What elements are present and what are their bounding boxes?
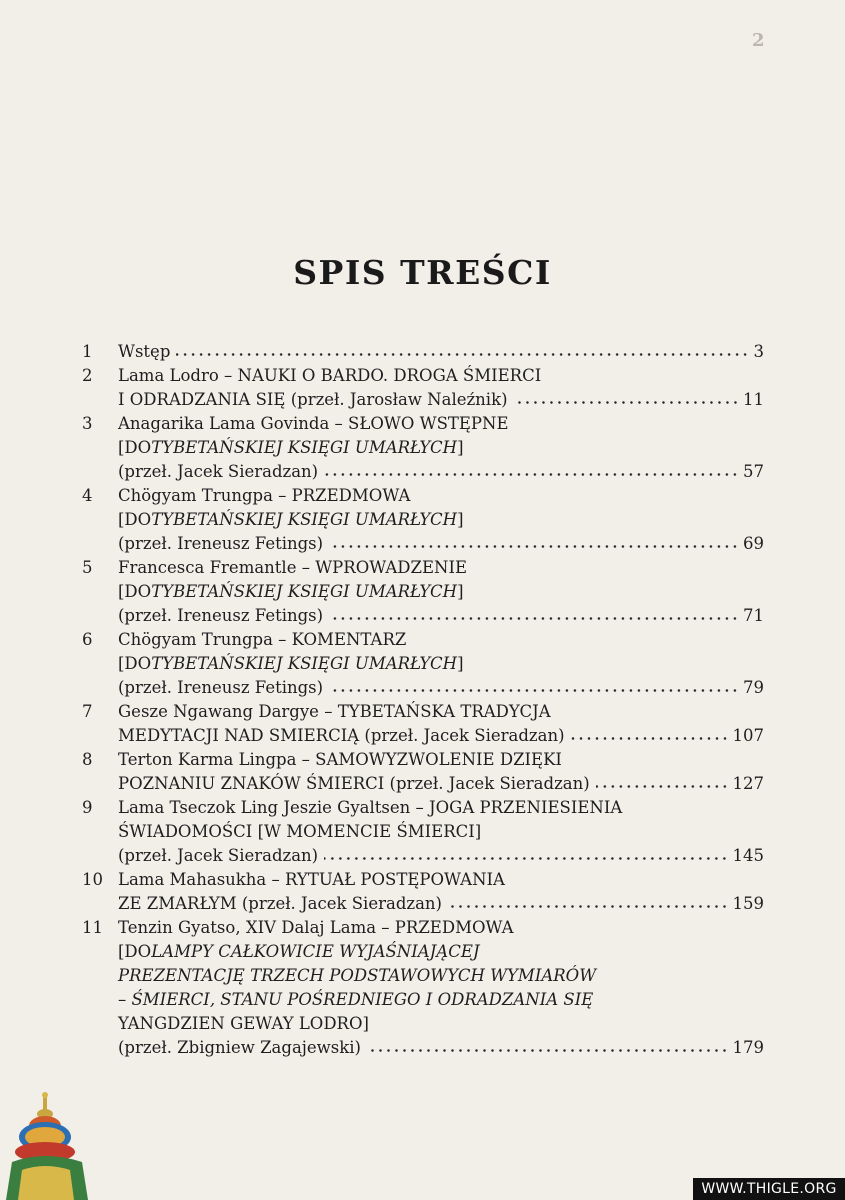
- toc-entry-line: [118, 580, 764, 604]
- toc-line-text: (przeł. Ireneusz Fetings): [118, 606, 324, 625]
- toc-entry: [82, 796, 764, 868]
- toc-italic-title: TYBETAŃSKIEJ KSIĘGI UMARŁYCH: [151, 510, 458, 529]
- toc-entry-line: [118, 892, 764, 916]
- toc-entry-text: [118, 364, 764, 412]
- toc-line-text: Lama Tseczok Ling Jeszie Gyaltsen – JOGA PRZENIESIENIA: [118, 798, 623, 817]
- toc-page-number: 107: [732, 726, 764, 745]
- toc-line-text: Tenzin Gyatso, XIV Dalaj Lama – PRZEDMOWA: [118, 918, 514, 937]
- toc-page-number: 57: [743, 462, 764, 481]
- dot-leader: [329, 688, 739, 693]
- toc-entry-line: [118, 964, 764, 988]
- toc-entry-line: [118, 796, 764, 820]
- toc-entry: [82, 556, 764, 628]
- toc-italic-title: TYBETAŃSKIEJ KSIĘGI UMARŁYCH: [151, 438, 458, 457]
- toc-entry: [82, 412, 764, 484]
- toc-entry-line: [118, 556, 764, 580]
- toc-entry-text: [118, 340, 764, 364]
- toc-italic-title: TYBETAŃSKIEJ KSIĘGI UMARŁYCH: [151, 582, 458, 601]
- dot-leader: [176, 352, 749, 357]
- toc-line-text: (przeł. Zbigniew Zagajewski): [118, 1038, 361, 1057]
- toc-entry-line: [118, 1012, 764, 1036]
- toc-page-number: 159: [732, 894, 764, 913]
- dot-leader: [324, 472, 739, 477]
- dot-leader: [367, 1048, 729, 1053]
- toc-line-text: Francesca Fremantle – WPROWADZENIE: [118, 558, 468, 577]
- toc-line-text: (przeł. Ireneusz Fetings): [118, 678, 324, 697]
- toc-entry-line: [118, 508, 764, 532]
- dot-leader: [514, 400, 739, 405]
- toc-entry-line: [118, 940, 764, 964]
- toc-entry-number: 4: [82, 486, 93, 505]
- toc-line-text: ŚWIADOMOŚCI [W MOMENCIE ŚMIERCI]: [118, 822, 482, 841]
- toc-line-text: ]: [457, 510, 464, 529]
- toc-entry: [82, 340, 764, 364]
- toc-line-text: [DO: [118, 942, 152, 961]
- toc-line-text: [DO: [118, 582, 152, 601]
- toc-entry-text: [118, 748, 764, 796]
- toc-entry: [82, 628, 764, 700]
- toc-line-text: Chögyam Trungpa – KOMENTARZ: [118, 630, 407, 649]
- toc-entry-line: [118, 820, 764, 844]
- toc-line-text: Terton Karma Lingpa – SAMOWYZWOLENIE DZIĘKI: [118, 750, 562, 769]
- toc-page-number: 79: [743, 678, 764, 697]
- page-title: SPIS TREŚCI: [293, 253, 552, 292]
- table-of-contents: [82, 340, 764, 1060]
- toc-entry-line: [118, 340, 764, 364]
- dot-leader: [329, 616, 739, 621]
- toc-entry-number: 1: [82, 342, 93, 361]
- toc-entry: [82, 700, 764, 748]
- toc-entry-line: [118, 748, 764, 772]
- toc-page-number: 3: [753, 342, 764, 361]
- dot-leader: [448, 904, 729, 909]
- toc-entry-number: 8: [82, 750, 93, 769]
- toc-line-text: ]: [457, 582, 464, 601]
- toc-line-text: ZE ZMARŁYM (przeł. Jacek Sieradzan): [118, 894, 442, 913]
- toc-line-text: [DO: [118, 438, 152, 457]
- toc-page-number: 127: [732, 774, 764, 793]
- toc-entry-number: 5: [82, 558, 93, 577]
- dot-leader: [324, 856, 728, 861]
- toc-italic-title: TYBETAŃSKIEJ KSIĘGI UMARŁYCH: [151, 654, 458, 673]
- toc-entry-text: [118, 628, 764, 700]
- toc-line-text: Chögyam Trungpa – PRZEDMOWA: [118, 486, 411, 505]
- toc-entry-text: [118, 412, 764, 484]
- toc-page-number: 71: [743, 606, 764, 625]
- toc-entry-number: 2: [82, 366, 93, 385]
- toc-line-text: ]: [457, 654, 464, 673]
- toc-line-text: [DO: [118, 654, 152, 673]
- toc-entry-text: [118, 556, 764, 628]
- toc-entry-number: 9: [82, 798, 93, 817]
- toc-entry-line: [118, 652, 764, 676]
- dot-leader: [329, 544, 739, 549]
- toc-line-text: (przeł. Jacek Sieradzan): [118, 462, 319, 481]
- toc-italic-title: PREZENTACJĘ TRZECH PODSTAWOWYCH WYMIARÓW: [118, 966, 597, 985]
- toc-page-number: 145: [732, 846, 764, 865]
- toc-entry-line: [118, 916, 764, 940]
- toc-entry-text: [118, 700, 764, 748]
- toc-entry-line: [118, 628, 764, 652]
- toc-entry: [82, 916, 764, 1060]
- toc-entry: [82, 748, 764, 796]
- toc-line-text: Anagarika Lama Govinda – SŁOWO WSTĘPNE: [118, 414, 509, 433]
- toc-line-text: Lama Mahasukha – RYTUAŁ POSTĘPOWANIA: [118, 870, 505, 889]
- toc-page-number: 11: [743, 390, 764, 409]
- toc-page-number: 69: [743, 534, 764, 553]
- site-watermark: WWW.THIGLE.ORG: [693, 1178, 845, 1200]
- toc-entry-line: [118, 676, 764, 700]
- toc-line-text: (przeł. Ireneusz Fetings): [118, 534, 324, 553]
- toc-entry-number: 3: [82, 414, 93, 433]
- toc-line-text: Lama Lodro – NAUKI O BARDO. DROGA ŚMIERCI: [118, 366, 542, 385]
- toc-entry-number: 6: [82, 630, 93, 649]
- toc-line-text: ]: [457, 438, 464, 457]
- toc-entry: [82, 364, 764, 412]
- toc-entry-line: [118, 364, 764, 388]
- toc-line-text: [DO: [118, 510, 152, 529]
- toc-entry-line: [118, 412, 764, 436]
- dot-leader: [596, 784, 729, 789]
- toc-italic-title: – ŚMIERCI, STANU POŚREDNIEGO I ODRADZANIA SIĘ: [118, 990, 594, 1009]
- toc-line-text: MEDYTACJI NAD SMIERCIĄ (przeł. Jacek Sieradzan): [118, 726, 565, 745]
- toc-italic-title: LAMPY CAŁKOWICIE WYJAŚNIAJĄCEJ: [151, 942, 480, 961]
- toc-entry: [82, 868, 764, 916]
- toc-entry-number: 7: [82, 702, 93, 721]
- toc-line-text: Wstęp: [118, 342, 171, 361]
- toc-entry-number: 10: [82, 870, 103, 889]
- toc-line-text: POZNANIU ZNAKÓW ŚMIERCI (przeł. Jacek Sieradzan): [118, 774, 590, 793]
- toc-entry-line: [118, 532, 764, 556]
- toc-entry-line: [118, 724, 764, 748]
- toc-page-number: 179: [732, 1038, 764, 1057]
- toc-entry-text: [118, 868, 764, 916]
- toc-entry-line: [118, 868, 764, 892]
- page-number: 2: [752, 30, 765, 51]
- toc-line-text: Gesze Ngawang Dargye – TYBETAŃSKA TRADYCJA: [118, 702, 551, 721]
- toc-line-text: YANGDZIEN GEWAY LODRO]: [118, 1014, 369, 1033]
- toc-entry-text: [118, 796, 764, 868]
- stupa-ornament-icon: [2, 1090, 98, 1200]
- toc-entry-line: [118, 1036, 764, 1060]
- toc-entry-line: [118, 844, 764, 868]
- toc-entry-text: [118, 484, 764, 556]
- toc-entry-line: [118, 988, 764, 1012]
- dot-leader: [571, 736, 729, 741]
- toc-entry-line: [118, 772, 764, 796]
- toc-entry-line: [118, 700, 764, 724]
- toc-entry-number: 11: [82, 918, 103, 937]
- toc-entry-line: [118, 484, 764, 508]
- toc-entry-line: [118, 460, 764, 484]
- toc-entry: [82, 484, 764, 556]
- toc-entry-line: [118, 604, 764, 628]
- toc-entry-line: [118, 436, 764, 460]
- toc-entry-line: [118, 388, 764, 412]
- toc-line-text: I ODRADZANIA SIĘ (przeł. Jarosław Naleźnik): [118, 390, 508, 409]
- toc-entry-text: [118, 916, 764, 1060]
- toc-line-text: (przeł. Jacek Sieradzan): [118, 846, 319, 865]
